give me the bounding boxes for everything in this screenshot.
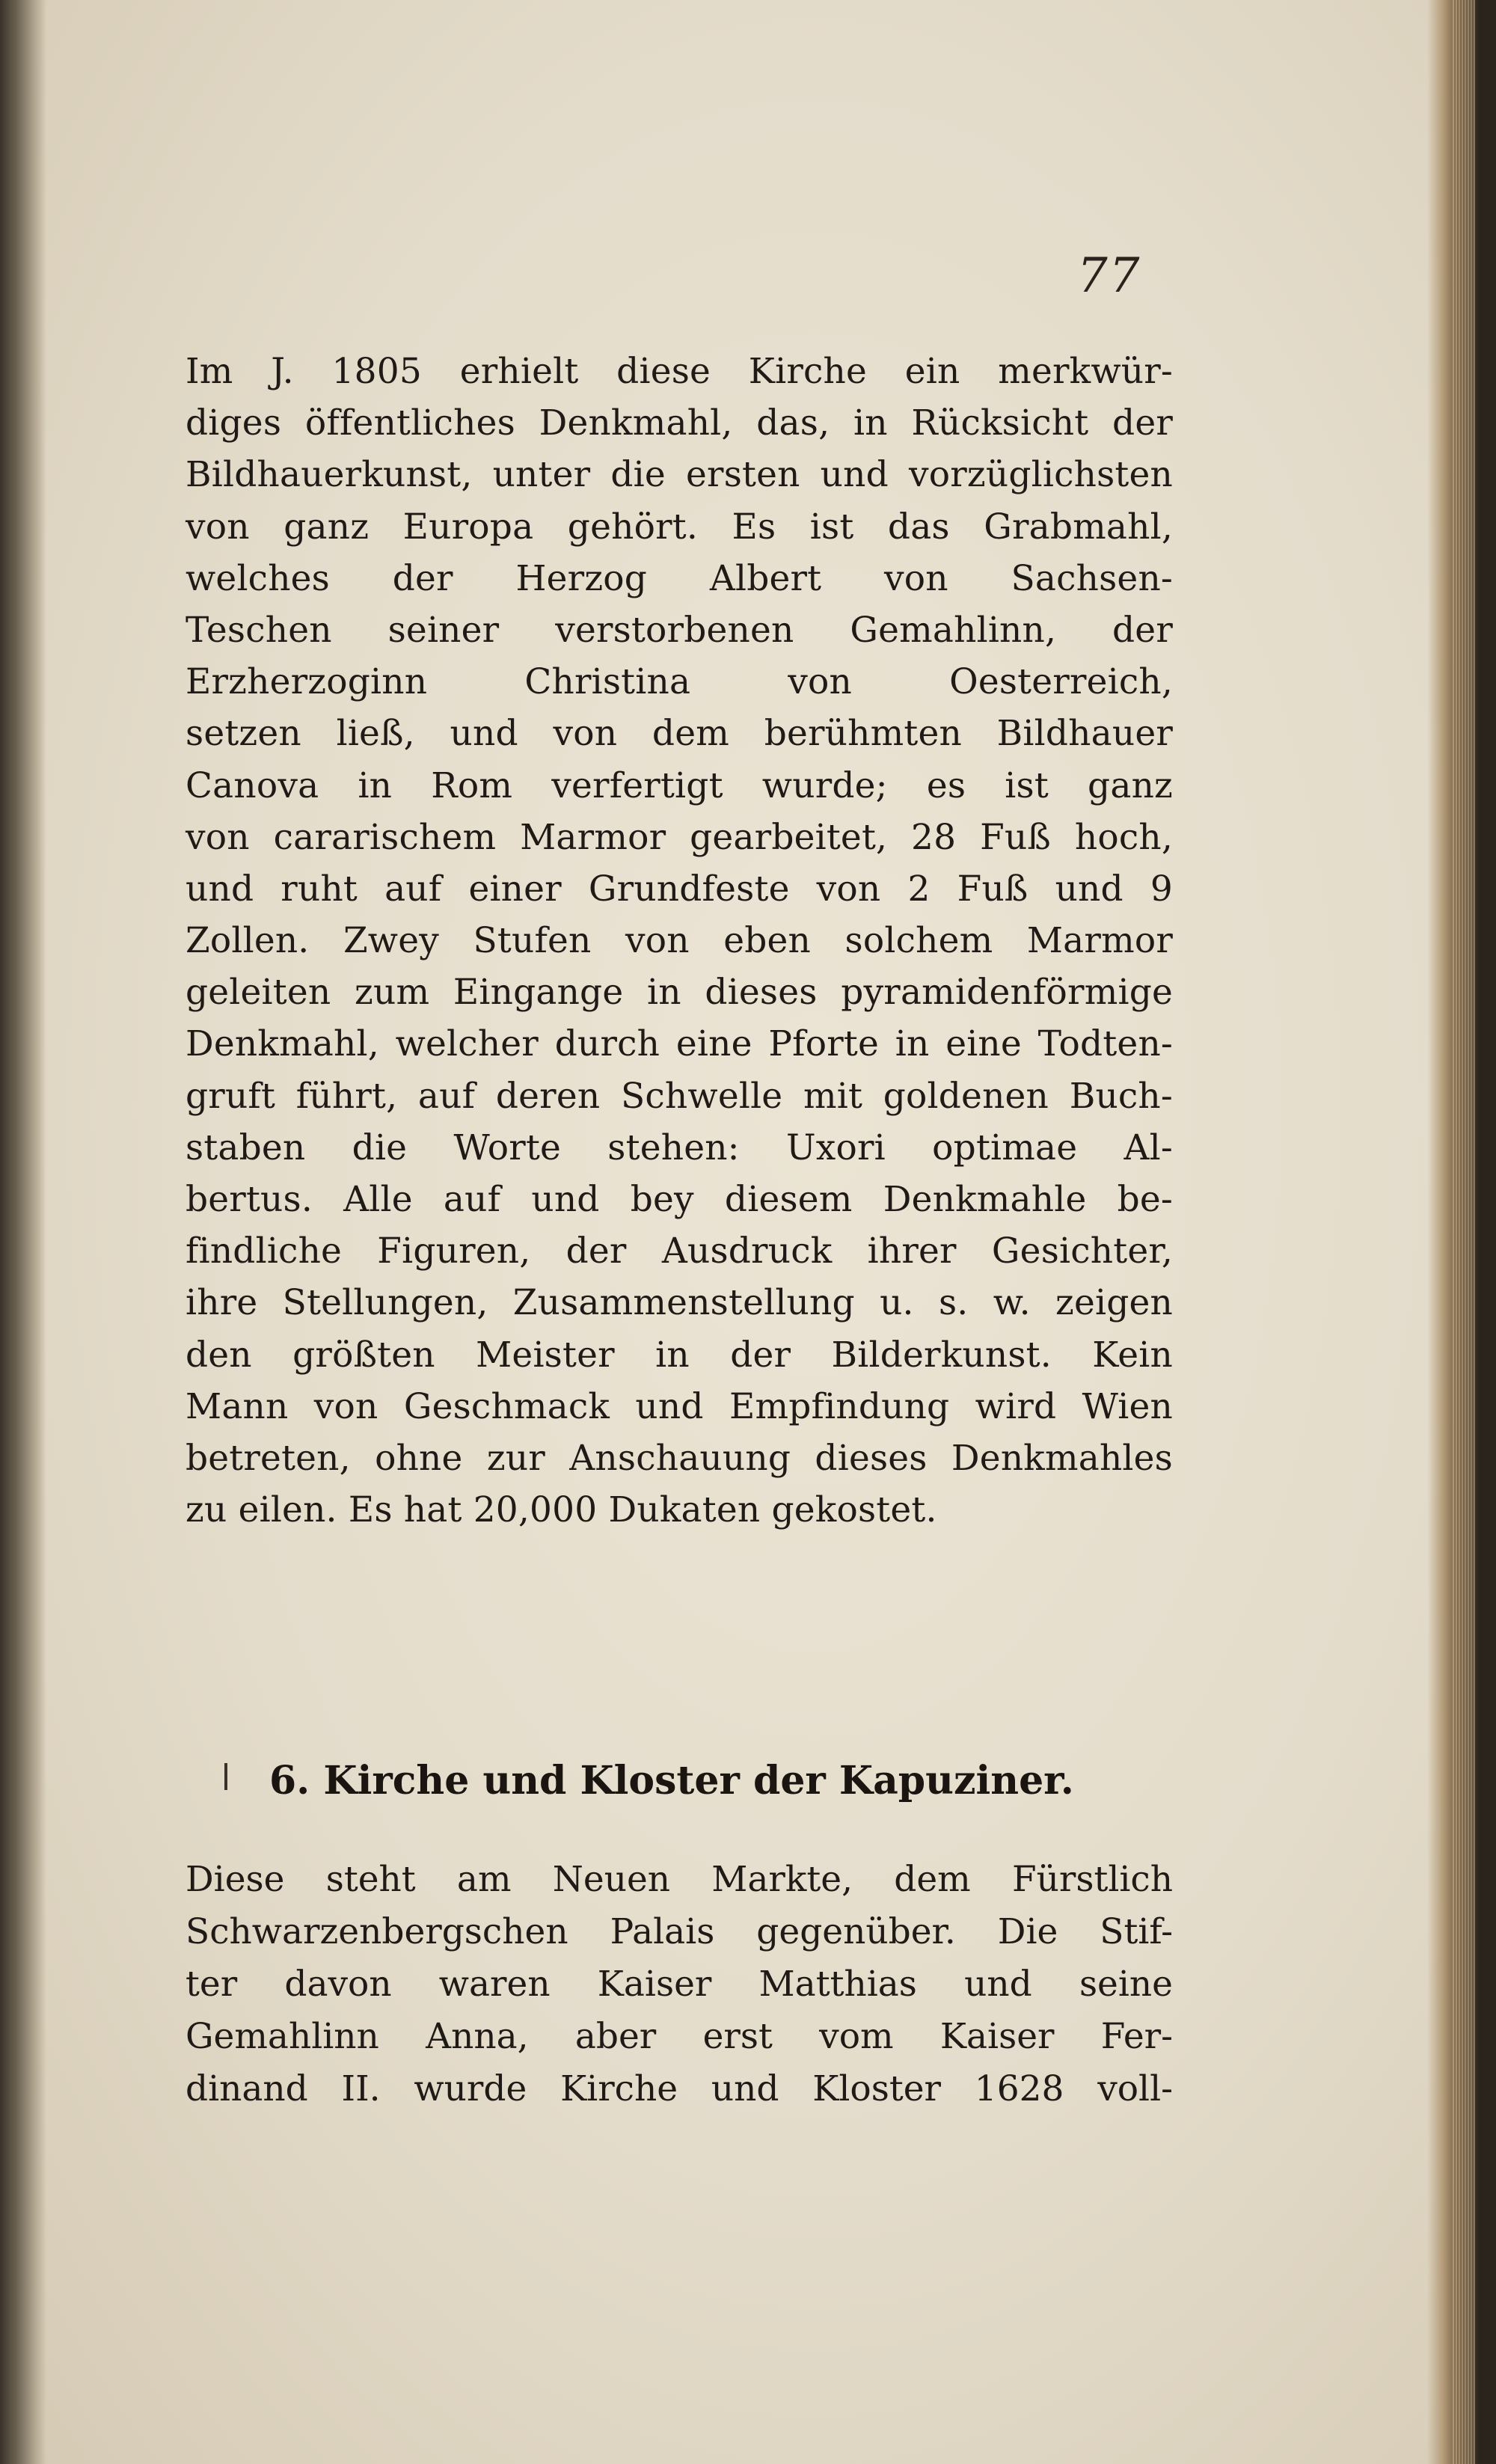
- text-line: welches der Herzog Albert von Sachsen-: [186, 557, 1173, 599]
- paragraph-capuchin-church: [186, 1854, 1173, 2115]
- text-line: Gemahlinn Anna, aber erst vom Kaiser Fer-: [186, 2016, 1173, 2057]
- text-line: bertus. Alle auf und bey diesem Denkmahle be-: [186, 1179, 1173, 1220]
- text-line: geleiten zum Eingange in dieses pyramidenförmige: [186, 972, 1173, 1014]
- text-line: Schwarzenbergschen Palais gegenüber. Die Stif-: [186, 1911, 1173, 1952]
- text-line: Zollen. Zwey Stufen von eben solchem Marmor: [186, 920, 1173, 962]
- text-line: gruft führt, auf deren Schwelle mit goldenen Buch-: [186, 1075, 1173, 1117]
- text-line: ter davon waren Kaiser Matthias und seine: [186, 1964, 1173, 2005]
- text-line: Canova in Rom verfertigt wurde; es ist ganz: [186, 764, 1173, 806]
- text-line: staben die Worte stehen: Uxori optimae Al-: [186, 1127, 1173, 1168]
- paragraph-canova-monument: [186, 346, 1173, 1536]
- section-heading: 6. Kirche und Kloster der Kapuziner.: [269, 1758, 1074, 1803]
- text-line: Diese steht am Neuen Markte, dem Fürstlich: [186, 1859, 1173, 1900]
- binding-gutter: [0, 0, 46, 2464]
- text-line: von ganz Europa gehört. Es ist das Grabmahl,: [186, 506, 1173, 548]
- text-line: Im J. 1805 erhielt diese Kirche ein merkwür-: [186, 351, 1173, 392]
- text-line: von cararischem Marmor gearbeitet, 28 Fuß hoch,: [186, 816, 1173, 858]
- text-line: zu eilen. Es hat 20,000 Dukaten gekostet.: [186, 1489, 937, 1531]
- page-number: 77: [1077, 248, 1141, 304]
- text-line: findliche Figuren, der Ausdruck ihrer Gesichter,: [186, 1231, 1173, 1272]
- text-line: Mann von Geschmack und Empfindung wird Wien: [186, 1385, 1173, 1427]
- text-line: setzen ließ, und von dem berühmten Bildhauer: [186, 713, 1173, 755]
- text-line: und ruht auf einer Grundfeste von 2 Fuß und 9: [186, 868, 1173, 910]
- text-line: Bildhauerkunst, unter die ersten und vorzüglichsten: [186, 454, 1173, 496]
- text-line: dinand II. wurde Kirche und Kloster 1628 voll-: [186, 2068, 1173, 2109]
- text-line: diges öffentliches Denkmahl, das, in Rücksicht der: [186, 402, 1173, 444]
- text-line: Erzherzoginn Christina von Oesterreich,: [186, 661, 1173, 703]
- text-line: Denkmahl, welcher durch eine Pforte in eine Todten-: [186, 1023, 1173, 1065]
- text-line: betreten, ohne zur Anschauung dieses Denkmahles: [186, 1437, 1173, 1479]
- stacked-page-edges: [1453, 0, 1475, 2464]
- text-line: ihre Stellungen, Zusammenstellung u. s. w. zeigen: [186, 1282, 1173, 1324]
- text-line: Teschen seiner verstorbenen Gemahlinn, der: [186, 609, 1173, 651]
- text-line: den größten Meister in der Bilderkunst. Kein: [186, 1334, 1173, 1376]
- margin-mark: [224, 1763, 227, 1790]
